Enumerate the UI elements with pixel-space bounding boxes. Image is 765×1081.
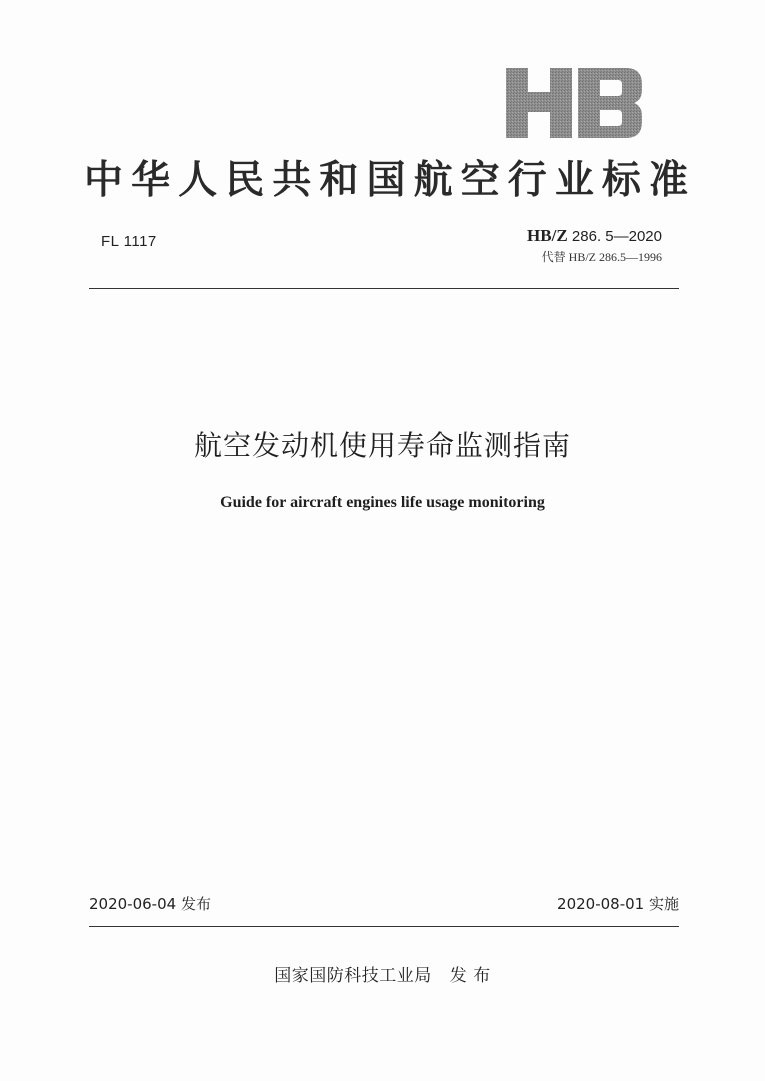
standard-prefix: HB/Z — [527, 226, 568, 245]
publisher-line — [0, 961, 765, 986]
standard-number-value: 286. 5—2020 — [571, 228, 662, 245]
publisher-name: 国家国防科技工业局 — [274, 966, 432, 986]
replaces-note: 代替 HB/Z 286.5—1996 — [541, 250, 662, 264]
standard-category-name: 中华人民共和国航空行业标准 — [84, 158, 688, 203]
issue-date: 2020-06-04 发布 — [89, 895, 211, 913]
hb-logo-graphic — [504, 66, 644, 140]
classification-code: FL 1117 — [101, 233, 157, 250]
implementation-date: 2020-08-01 实施 — [557, 895, 679, 913]
hb-logo — [504, 66, 644, 140]
publisher-action: 发 布 — [449, 966, 491, 986]
document-title-chinese: 航空发动机使用寿命监测指南 — [193, 429, 571, 462]
standard-number — [527, 226, 662, 246]
bottom-divider — [89, 926, 679, 927]
document-title-english: Guide for aircraft engines life usage monitoring — [220, 494, 545, 511]
top-divider — [89, 288, 679, 289]
